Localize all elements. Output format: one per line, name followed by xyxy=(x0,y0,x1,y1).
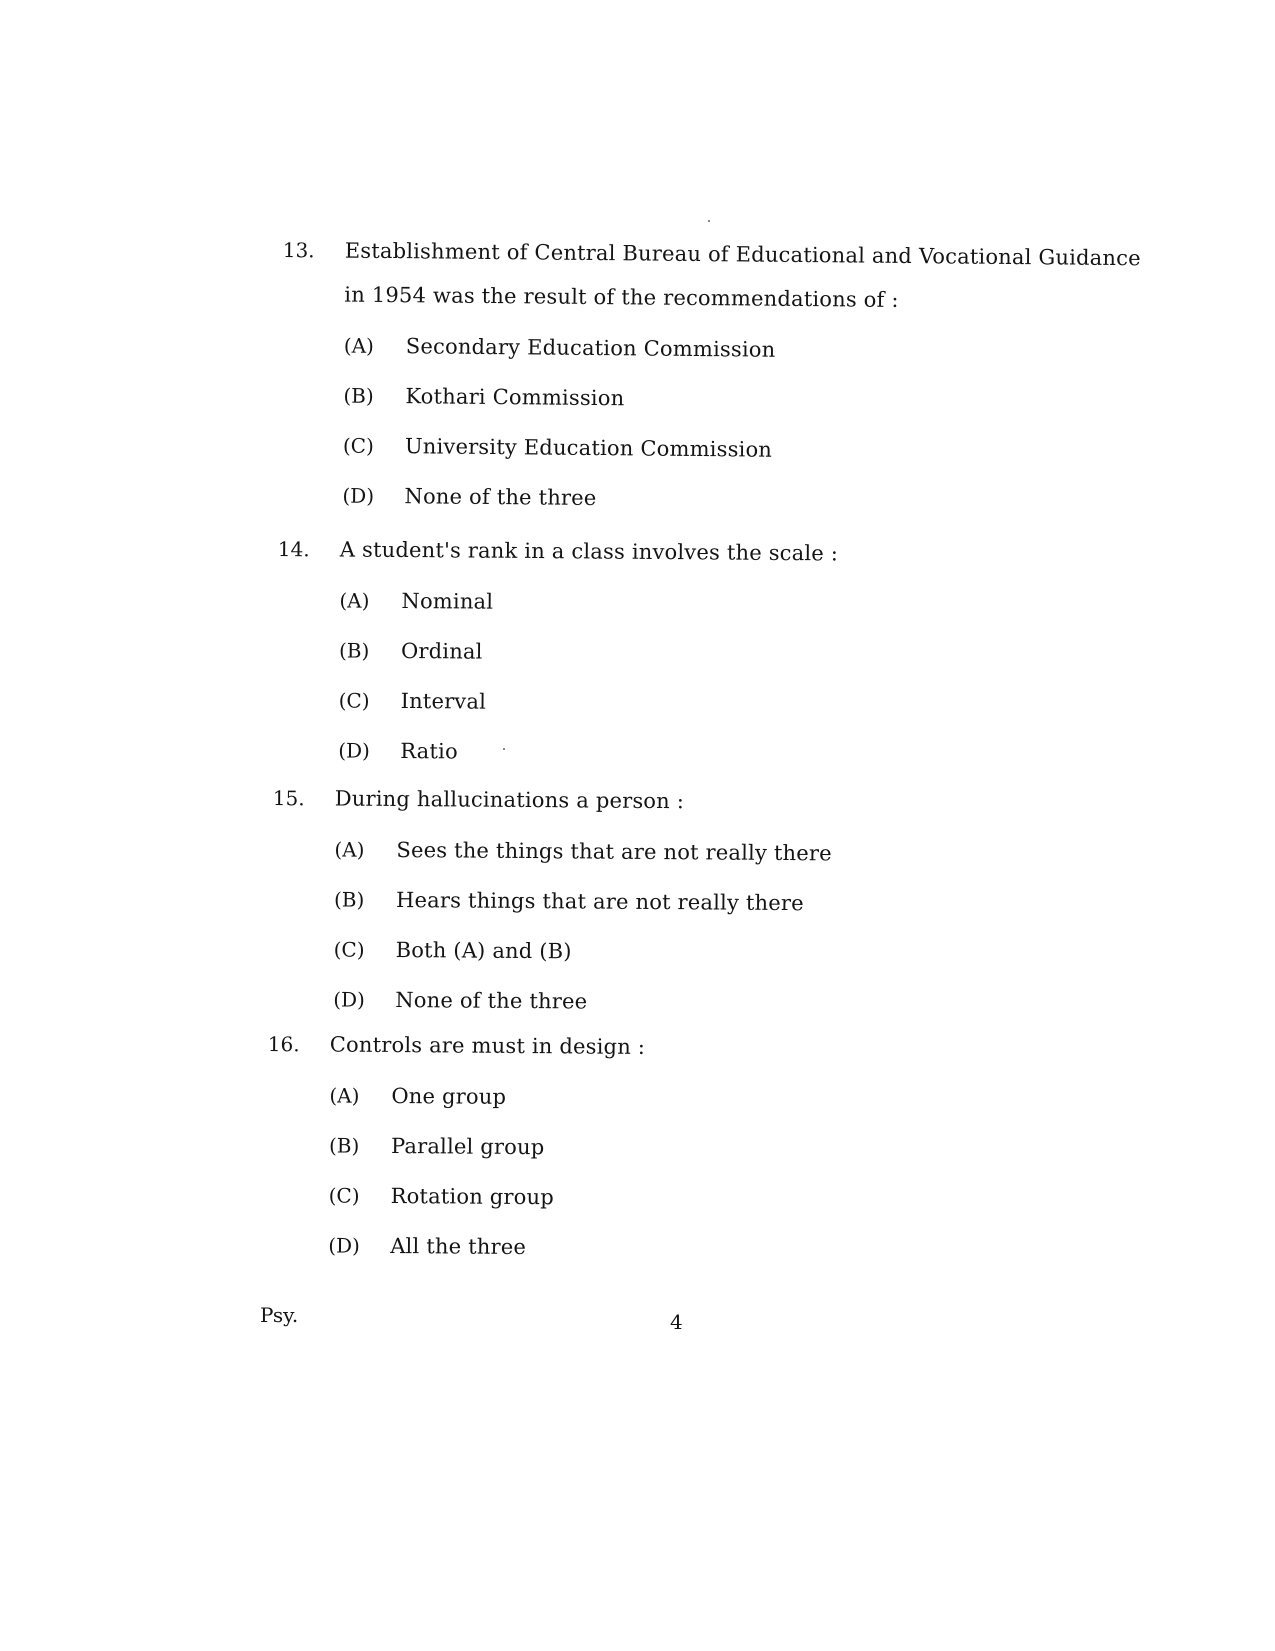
option-list xyxy=(338,575,838,779)
question-14 xyxy=(276,527,838,779)
option-text: One group xyxy=(391,1083,507,1109)
option-d xyxy=(333,974,831,1028)
option-label: (D) xyxy=(333,987,365,1012)
option-text: Interval xyxy=(400,688,487,714)
option-list xyxy=(342,321,1140,529)
scan-speck xyxy=(708,220,710,222)
question-number: 13. xyxy=(282,237,315,263)
option-text: Rotation group xyxy=(390,1183,555,1210)
option-label: (A) xyxy=(343,333,375,358)
option-label: (D) xyxy=(328,1233,360,1258)
option-c xyxy=(333,924,831,978)
subject-code: Psy. xyxy=(260,1303,299,1327)
option-d xyxy=(328,1220,644,1272)
option-label: (C) xyxy=(328,1183,360,1208)
question-text-line-1: Establishment of Central Bureau of Educational and Vocational Guidance xyxy=(344,238,1141,271)
option-a xyxy=(329,1070,645,1122)
option-label: (D) xyxy=(338,738,370,763)
question-text-line-1: A student's rank in a class involves the scale : xyxy=(339,537,839,566)
question-number: 14. xyxy=(277,536,310,562)
option-label: (B) xyxy=(333,887,365,912)
option-b xyxy=(334,874,832,928)
option-label: (B) xyxy=(328,1133,360,1158)
option-text: Ordinal xyxy=(400,638,483,664)
question-number: 16. xyxy=(267,1031,300,1057)
option-b xyxy=(339,625,838,679)
question-number: 15. xyxy=(272,785,305,811)
question-15 xyxy=(271,776,832,1028)
option-d xyxy=(342,471,1138,529)
page-number: 4 xyxy=(670,1310,683,1334)
option-text: None of the three xyxy=(395,987,588,1014)
question-13 xyxy=(280,228,1141,528)
option-a xyxy=(339,575,838,629)
option-b xyxy=(329,1120,645,1172)
option-label: (C) xyxy=(342,433,374,458)
option-label: (C) xyxy=(338,688,370,713)
option-text: Both (A) and (B) xyxy=(395,937,572,964)
option-text: University Education Commission xyxy=(404,434,773,462)
option-text: Ratio xyxy=(400,738,458,764)
option-text: None of the three xyxy=(404,484,597,511)
option-c xyxy=(328,1170,644,1222)
option-text: All the three xyxy=(390,1233,527,1260)
option-label: (A) xyxy=(329,1083,360,1108)
option-text: Parallel group xyxy=(390,1133,545,1160)
question-text-line-1: During hallucinations a person : xyxy=(334,786,685,814)
option-text: Hears things that are not really there xyxy=(395,887,804,916)
option-a xyxy=(344,321,1140,379)
question-16 xyxy=(266,1022,645,1273)
option-d xyxy=(338,725,837,779)
option-c xyxy=(343,421,1139,479)
option-label: (B) xyxy=(338,638,370,663)
option-label: (D) xyxy=(342,483,375,508)
option-label: (A) xyxy=(339,588,370,613)
option-text: Secondary Education Commission xyxy=(405,334,776,362)
question-text-line-1: Controls are must in design : xyxy=(329,1032,646,1059)
option-b xyxy=(343,371,1139,429)
option-list xyxy=(333,824,832,1028)
option-text: Nominal xyxy=(401,588,494,614)
question-text-line-2: in 1954 was the result of the recommendations of : xyxy=(344,282,899,312)
option-label: (B) xyxy=(343,383,374,408)
option-label: (C) xyxy=(333,937,365,962)
option-a xyxy=(334,824,832,878)
option-list xyxy=(328,1070,645,1272)
option-text: Kothari Commission xyxy=(405,384,625,411)
option-label: (A) xyxy=(334,837,365,862)
option-text: Sees the things that are not really there xyxy=(396,837,832,866)
option-c xyxy=(338,675,837,729)
